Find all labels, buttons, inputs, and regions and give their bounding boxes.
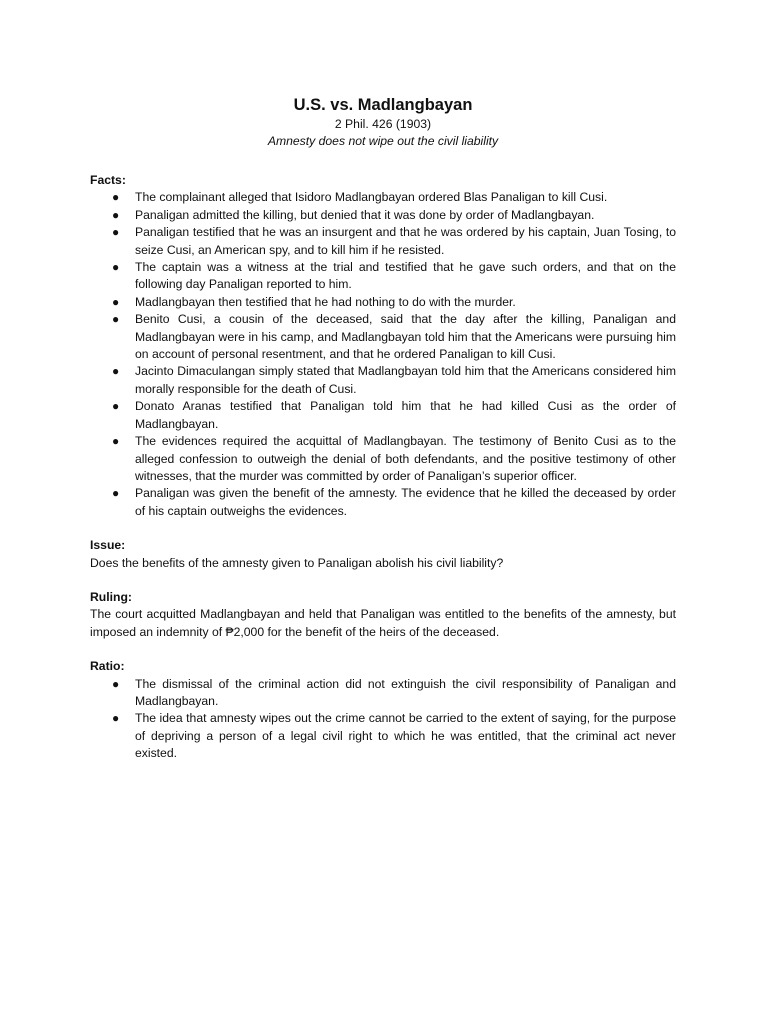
bullet-icon: ● [112,294,120,309]
bullet-icon: ● [112,676,120,691]
bullet-icon: ● [112,486,120,501]
list-item [90,433,676,485]
ruling-text: The court acquitted Madlangbayan and held that Panaligan was entitled to the benefits of the amnesty, but imposed an indemnity of ₱2,000 for the benefit of the heirs of the deceased. [90,607,676,639]
list-item-text: Panaligan was given the benefit of the amnesty. The evidence that he killed the deceased by order of his captain outweighs the evidences. [135,486,676,518]
list-item [90,294,676,311]
list-item-text: The evidences required the acquittal of Madlangbayan. The testimony of Benito Cusi as to the alleged confession to outweigh the denial of both defendants, and the positive testimony of other witnesses, that the murder was committed by order of Panaligan’s superior officer. [135,434,676,483]
case-citation: 2 Phil. 426 (1903) [334,117,432,131]
bullet-icon: ● [112,225,120,240]
ratio-heading: Ratio: [90,659,125,674]
facts-list [90,189,676,520]
list-item-text: The idea that amnesty wipes out the crime cannot be carried to the extent of saying, for the purpose of depriving a person of a legal civil right to which he was entitled, that the criminal act never existed. [135,711,676,761]
title-block [90,94,676,150]
list-item [90,676,676,711]
list-item-text: The complainant alleged that Isidoro Madlangbayan ordered Blas Panaligan to kill Cusi. [135,190,608,205]
list-item-text: Donato Aranas testified that Panaligan told him that he had killed Cusi as the order of Madlangbayan. [135,399,676,431]
facts-heading: Facts: [90,173,126,187]
issue-section [90,537,676,572]
ratio-list [90,676,676,763]
list-item-text: The captain was a witness at the trial and testified that he gave such orders, and that on the following day Panaligan reported to him. [135,260,676,292]
list-item [90,259,676,294]
bullet-icon: ● [112,260,120,275]
case-subtitle: Amnesty does not wipe out the civil liability [267,134,499,148]
bullet-icon: ● [112,399,120,414]
list-item-text: Madlangbayan then testified that he had nothing to do with the murder. [135,294,516,309]
list-item-text: Panaligan admitted the killing, but denied that it was done by order of Madlangbayan. [135,207,595,222]
bullet-icon: ● [112,711,120,726]
document-page [90,94,676,780]
issue-text: Does the benefits of the amnesty given to Panaligan abolish his civil liability? [90,555,504,570]
list-item-text: The dismissal of the criminal action did not extinguish the civil responsibility of Panaligan and Madlangbayan. [135,676,676,708]
list-item [90,189,676,206]
list-item [90,398,676,433]
bullet-icon: ● [112,190,120,205]
facts-section [90,172,676,520]
bullet-icon: ● [112,312,120,327]
bullet-icon: ● [112,434,120,449]
list-item [90,311,676,363]
issue-heading: Issue: [90,538,126,553]
ruling-heading: Ruling: [90,589,132,604]
list-item-text: Jacinto Dimaculangan simply stated that Madlangbayan told him that the Americans considered him morally responsible for the death of Cusi. [135,364,676,396]
bullet-icon: ● [112,364,120,379]
list-item-text: Panaligan testified that he was an insurgent and that he was ordered by his captain, Juan Tosing, to seize Cusi, an American spy, and to kill him if he resisted. [135,225,676,257]
list-item [90,224,676,259]
list-item [90,363,676,398]
case-title: U.S. vs. Madlangbayan [293,96,473,114]
list-item [90,710,676,762]
ruling-section [90,589,676,641]
list-item [90,207,676,224]
ratio-section [90,658,676,762]
list-item [90,485,676,520]
list-item-text: Benito Cusi, a cousin of the deceased, said that the day after the killing, Panaligan and Madlangbayan were in his camp, and Madlangbayan told him that the Americans were pursuing him on account of personal resentment, and that he ordered Panaligan to kill Cusi. [135,312,676,362]
bullet-icon: ● [112,207,120,222]
